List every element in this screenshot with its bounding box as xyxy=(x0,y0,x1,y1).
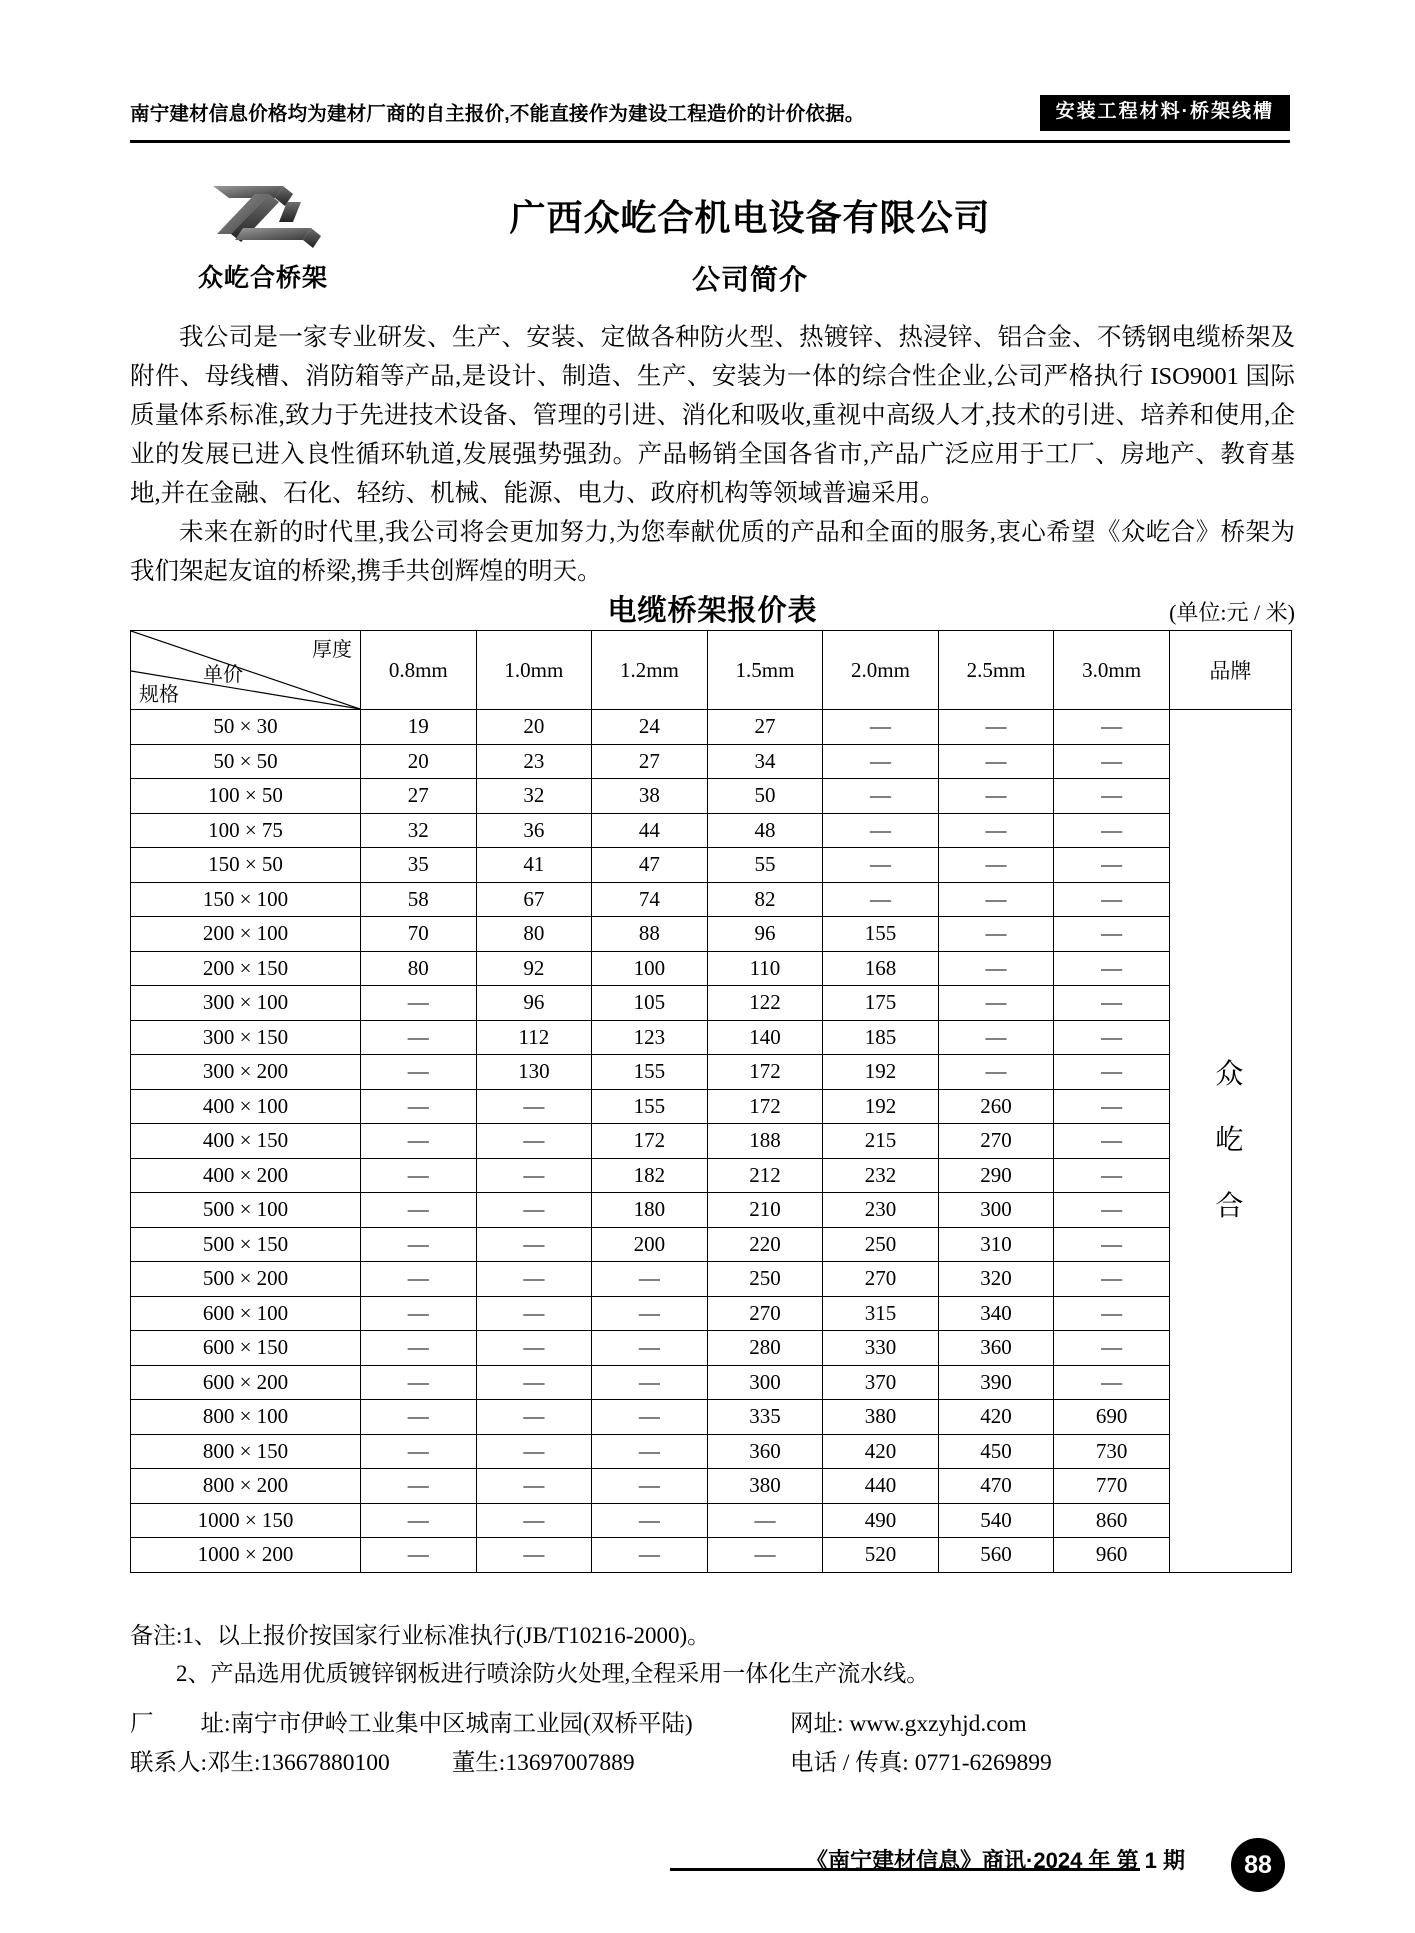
row-price: 32 xyxy=(361,813,477,848)
row-price: 335 xyxy=(707,1400,823,1435)
column-header-brand: 品牌 xyxy=(1169,631,1291,710)
row-spec: 600 × 150 xyxy=(131,1331,361,1366)
row-spec: 600 × 100 xyxy=(131,1296,361,1331)
row-price: 50 xyxy=(707,779,823,814)
row-price: — xyxy=(1054,917,1170,952)
row-price: — xyxy=(1054,848,1170,883)
row-price: 20 xyxy=(476,710,592,745)
row-spec: 500 × 200 xyxy=(131,1262,361,1297)
corner-thickness-label: 厚度 xyxy=(312,639,353,661)
website-line xyxy=(790,1705,1290,1744)
row-price: 230 xyxy=(823,1193,939,1228)
row-price: 270 xyxy=(823,1262,939,1297)
row-spec: 500 × 100 xyxy=(131,1193,361,1228)
row-price: 220 xyxy=(707,1227,823,1262)
row-price: — xyxy=(592,1434,708,1469)
row-spec: 100 × 75 xyxy=(131,813,361,848)
row-price: — xyxy=(1054,951,1170,986)
company-intro xyxy=(130,318,1295,591)
intro-paragraph-2: 未来在新的时代里,我公司将会更加努力,为您奉献优质的产品和全面的服务,衷心希望《众屹合》桥架为我们架起友谊的桥梁,携手共创辉煌的明天。 xyxy=(130,519,1295,585)
row-price: — xyxy=(361,1538,477,1573)
row-price: 155 xyxy=(592,1055,708,1090)
row-price: 168 xyxy=(823,951,939,986)
table-row xyxy=(131,813,1292,848)
table-row xyxy=(131,779,1292,814)
row-price: 290 xyxy=(938,1158,1054,1193)
row-price: 32 xyxy=(476,779,592,814)
table-row xyxy=(131,1434,1292,1469)
logo-text: 众屹合桥架 xyxy=(197,264,328,292)
column-header-5: 2.5mm xyxy=(938,631,1054,710)
row-spec: 800 × 100 xyxy=(131,1400,361,1435)
row-price: — xyxy=(823,813,939,848)
row-spec: 300 × 150 xyxy=(131,1020,361,1055)
row-price: — xyxy=(476,1296,592,1331)
row-price: 560 xyxy=(938,1538,1054,1573)
row-price: — xyxy=(938,1020,1054,1055)
row-price: — xyxy=(938,882,1054,917)
row-price: — xyxy=(361,1124,477,1159)
row-spec: 50 × 50 xyxy=(131,744,361,779)
row-price: — xyxy=(361,1296,477,1331)
row-price: — xyxy=(361,986,477,1021)
row-price: 182 xyxy=(592,1158,708,1193)
row-price: — xyxy=(592,1503,708,1538)
table-row xyxy=(131,1262,1292,1297)
table-header-row xyxy=(131,631,1292,710)
row-price: 390 xyxy=(938,1365,1054,1400)
row-price: — xyxy=(361,1365,477,1400)
row-spec: 150 × 50 xyxy=(131,848,361,883)
row-price: 180 xyxy=(592,1193,708,1228)
row-price: 310 xyxy=(938,1227,1054,1262)
table-row xyxy=(131,1193,1292,1228)
table-row xyxy=(131,1055,1292,1090)
row-price: — xyxy=(938,813,1054,848)
row-price: — xyxy=(823,779,939,814)
row-price: — xyxy=(707,1503,823,1538)
row-price: — xyxy=(823,744,939,779)
row-price: 88 xyxy=(592,917,708,952)
table-row xyxy=(131,710,1292,745)
row-price: — xyxy=(938,986,1054,1021)
row-price: 300 xyxy=(707,1365,823,1400)
page-number-badge: 88 xyxy=(1231,1838,1285,1892)
row-price: 123 xyxy=(592,1020,708,1055)
row-price: 270 xyxy=(938,1124,1054,1159)
row-spec: 50 × 30 xyxy=(131,710,361,745)
row-price: — xyxy=(361,1055,477,1090)
row-price: — xyxy=(476,1193,592,1228)
row-price: 250 xyxy=(707,1262,823,1297)
row-price: — xyxy=(1054,1296,1170,1331)
intro-paragraph-1: 我公司是一家专业研发、生产、安装、定做各种防火型、热镀锌、热浸锌、铝合金、不锈钢电缆桥架及附件、母线槽、消防箱等产品,是设计、制造、生产、安装为一体的综合性企业,公司严格执行 ISO9001 国际质量体系标准,致力于先进技术设备、管理的引进、消化和吸收,重视中高级人才,技术的引进、培养和使用,企业的发展已进入良性循环轨道,发展强势强劲。产品畅销全国各省市,产品广泛应用于工厂、房地产、教育基地,并在金融、石化、轻纺、机械、能源、电力、政府机构等领域普遍采用。 xyxy=(130,324,1295,507)
row-price: 770 xyxy=(1054,1469,1170,1504)
row-price: 58 xyxy=(361,882,477,917)
row-spec: 200 × 100 xyxy=(131,917,361,952)
row-price: 105 xyxy=(592,986,708,1021)
table-row xyxy=(131,882,1292,917)
table-row xyxy=(131,917,1292,952)
row-price: 140 xyxy=(707,1020,823,1055)
price-table-title: 电缆桥架报价表 xyxy=(607,595,818,627)
row-price: — xyxy=(1054,1193,1170,1228)
row-price: 35 xyxy=(361,848,477,883)
tel-label: 电话 / 传真: xyxy=(790,1750,909,1776)
column-header-6: 3.0mm xyxy=(1054,631,1170,710)
tel-value: 0771-6269899 xyxy=(914,1750,1052,1776)
row-price: 360 xyxy=(707,1434,823,1469)
row-price: 260 xyxy=(938,1089,1054,1124)
row-price: 44 xyxy=(592,813,708,848)
row-spec: 1000 × 200 xyxy=(131,1538,361,1573)
row-price: 155 xyxy=(823,917,939,952)
person-1: 邓生:13667880100 xyxy=(207,1750,390,1776)
row-spec: 400 × 100 xyxy=(131,1089,361,1124)
row-price: — xyxy=(476,1089,592,1124)
table-row xyxy=(131,986,1292,1021)
page-footer xyxy=(130,1838,1295,1898)
website-value[interactable]: www.gxzyhjd.com xyxy=(849,1711,1027,1737)
table-row xyxy=(131,1469,1292,1504)
row-price: 300 xyxy=(938,1193,1054,1228)
row-price: 540 xyxy=(938,1503,1054,1538)
row-price: 41 xyxy=(476,848,592,883)
row-price: 330 xyxy=(823,1331,939,1366)
row-price: 70 xyxy=(361,917,477,952)
row-price: — xyxy=(361,1262,477,1297)
row-price: 112 xyxy=(476,1020,592,1055)
row-price: 470 xyxy=(938,1469,1054,1504)
row-price: 47 xyxy=(592,848,708,883)
row-price: — xyxy=(1054,882,1170,917)
row-price: 82 xyxy=(707,882,823,917)
price-table-unit: (单位:元 / 米) xyxy=(1169,600,1295,625)
table-body xyxy=(131,710,1292,1573)
row-price: — xyxy=(361,1434,477,1469)
row-price: 440 xyxy=(823,1469,939,1504)
row-spec: 400 × 200 xyxy=(131,1158,361,1193)
row-price: — xyxy=(1054,710,1170,745)
header-divider xyxy=(130,140,1290,143)
note-2: 2、产品选用优质镀锌钢板进行喷涂防火处理,全程采用一体化生产流水线。 xyxy=(176,1661,930,1686)
row-price: — xyxy=(1054,1020,1170,1055)
row-price: 960 xyxy=(1054,1538,1170,1573)
row-price: 36 xyxy=(476,813,592,848)
row-spec: 300 × 100 xyxy=(131,986,361,1021)
table-row xyxy=(131,1124,1292,1159)
row-price: 200 xyxy=(592,1227,708,1262)
row-price: 175 xyxy=(823,986,939,1021)
row-price: — xyxy=(361,1193,477,1228)
table-notes xyxy=(130,1617,1295,1693)
row-price: 490 xyxy=(823,1503,939,1538)
row-price: — xyxy=(476,1365,592,1400)
row-price: — xyxy=(361,1158,477,1193)
contact-block xyxy=(130,1705,1295,1783)
table-row xyxy=(131,1227,1292,1262)
table-heading xyxy=(130,588,1295,629)
column-header-2: 1.2mm xyxy=(592,631,708,710)
row-price: 27 xyxy=(707,710,823,745)
row-price: 360 xyxy=(938,1331,1054,1366)
row-spec: 1000 × 150 xyxy=(131,1503,361,1538)
row-price: — xyxy=(1054,1158,1170,1193)
corner-spec-label: 规格 xyxy=(139,684,179,706)
row-price: — xyxy=(823,710,939,745)
row-price: 250 xyxy=(823,1227,939,1262)
row-price: 48 xyxy=(707,813,823,848)
table-row xyxy=(131,951,1292,986)
row-price: — xyxy=(476,1227,592,1262)
corner-price-label: 单价 xyxy=(203,664,243,686)
row-price: — xyxy=(938,951,1054,986)
row-spec: 800 × 150 xyxy=(131,1434,361,1469)
row-price: 27 xyxy=(592,744,708,779)
contact-row-address xyxy=(130,1705,1295,1744)
row-price: 690 xyxy=(1054,1400,1170,1435)
section-title: 公司简介 xyxy=(691,264,808,295)
row-spec: 300 × 200 xyxy=(131,1055,361,1090)
table-row xyxy=(131,1400,1292,1435)
row-price: 212 xyxy=(707,1158,823,1193)
row-price: 80 xyxy=(361,951,477,986)
row-price: 24 xyxy=(592,710,708,745)
row-price: 80 xyxy=(476,917,592,952)
row-price: — xyxy=(361,1400,477,1435)
row-price: 730 xyxy=(1054,1434,1170,1469)
row-price: 34 xyxy=(707,744,823,779)
row-price: 520 xyxy=(823,1538,939,1573)
row-price: — xyxy=(361,1020,477,1055)
brand-char: 屹 xyxy=(1215,1124,1246,1156)
column-header-4: 2.0mm xyxy=(823,631,939,710)
row-price: 380 xyxy=(707,1469,823,1504)
column-header-1: 1.0mm xyxy=(476,631,592,710)
table-row xyxy=(131,1296,1292,1331)
row-price: 420 xyxy=(823,1434,939,1469)
row-price: — xyxy=(476,1469,592,1504)
table-row xyxy=(131,1365,1292,1400)
row-price: 92 xyxy=(476,951,592,986)
row-price: — xyxy=(938,744,1054,779)
row-price: 19 xyxy=(361,710,477,745)
row-price: — xyxy=(1054,1365,1170,1400)
row-price: 38 xyxy=(592,779,708,814)
website-label: 网址: xyxy=(790,1711,844,1737)
row-spec: 150 × 100 xyxy=(131,882,361,917)
table-row xyxy=(131,1020,1292,1055)
row-price: — xyxy=(476,1434,592,1469)
row-price: 96 xyxy=(707,917,823,952)
row-price: — xyxy=(1054,1227,1170,1262)
row-price: 232 xyxy=(823,1158,939,1193)
row-spec: 100 × 50 xyxy=(131,779,361,814)
row-price: — xyxy=(1054,1331,1170,1366)
table-row xyxy=(131,744,1292,779)
address-value: 南宁市伊岭工业集中区城南工业园(双桥平陆) xyxy=(230,1711,693,1737)
table-row xyxy=(131,1503,1292,1538)
row-price: 370 xyxy=(823,1365,939,1400)
row-price: — xyxy=(361,1331,477,1366)
row-price: — xyxy=(1054,744,1170,779)
row-price: 100 xyxy=(592,951,708,986)
row-price: 192 xyxy=(823,1089,939,1124)
row-price: — xyxy=(1054,813,1170,848)
row-price: — xyxy=(592,1365,708,1400)
row-price: — xyxy=(823,848,939,883)
table-row xyxy=(131,1158,1292,1193)
row-spec: 800 × 200 xyxy=(131,1469,361,1504)
row-spec: 500 × 150 xyxy=(131,1227,361,1262)
row-price: — xyxy=(361,1227,477,1262)
row-price: — xyxy=(938,710,1054,745)
row-price: 96 xyxy=(476,986,592,1021)
row-price: 172 xyxy=(592,1124,708,1159)
row-price: 860 xyxy=(1054,1503,1170,1538)
row-price: — xyxy=(476,1124,592,1159)
row-price: 67 xyxy=(476,882,592,917)
price-table xyxy=(130,630,1292,1573)
row-price: — xyxy=(592,1262,708,1297)
row-price: — xyxy=(823,882,939,917)
row-price: — xyxy=(476,1503,592,1538)
row-price: — xyxy=(1054,779,1170,814)
row-price: 172 xyxy=(707,1089,823,1124)
row-price: 315 xyxy=(823,1296,939,1331)
note-1: 备注:1、以上报价按国家行业标准执行(JB/T10216-2000)。 xyxy=(130,1623,711,1648)
row-spec: 600 × 200 xyxy=(131,1365,361,1400)
row-price: — xyxy=(1054,1055,1170,1090)
person-line xyxy=(130,1744,790,1783)
row-price: — xyxy=(938,848,1054,883)
row-price: 155 xyxy=(592,1089,708,1124)
table-row xyxy=(131,1089,1292,1124)
table-row xyxy=(131,1331,1292,1366)
row-price: — xyxy=(592,1400,708,1435)
column-header-0: 0.8mm xyxy=(361,631,477,710)
row-price: 20 xyxy=(361,744,477,779)
row-price: — xyxy=(1054,1124,1170,1159)
row-price: — xyxy=(707,1538,823,1573)
zhongyihe-logo-icon xyxy=(183,172,343,252)
row-price: 55 xyxy=(707,848,823,883)
row-price: — xyxy=(1054,1262,1170,1297)
company-title: 广西众屹合机电设备有限公司 xyxy=(509,197,991,238)
header-disclaimer: 南宁建材信息价格均为建材厂商的自主报价,不能直接作为建设工程造价的计价依据。 xyxy=(130,103,865,125)
row-price: 340 xyxy=(938,1296,1054,1331)
row-price: — xyxy=(476,1400,592,1435)
row-price: 110 xyxy=(707,951,823,986)
row-price: 185 xyxy=(823,1020,939,1055)
company-logo xyxy=(168,172,358,294)
row-price: — xyxy=(361,1503,477,1538)
contact-row-person xyxy=(130,1744,1295,1783)
table-row xyxy=(131,848,1292,883)
row-price: 74 xyxy=(592,882,708,917)
row-price: 122 xyxy=(707,986,823,1021)
footer-publication: 《南宁建材信息》商讯·2024 年 第 1 期 xyxy=(806,1848,1185,1873)
row-price: 27 xyxy=(361,779,477,814)
brand-char: 合 xyxy=(1215,1190,1246,1222)
header-category-tag: 安装工程材料·桥架线槽 xyxy=(1040,95,1290,131)
row-spec: 400 × 150 xyxy=(131,1124,361,1159)
brand-cell xyxy=(1169,710,1291,1573)
row-price: 172 xyxy=(707,1055,823,1090)
row-price: — xyxy=(592,1331,708,1366)
row-price: 420 xyxy=(938,1400,1054,1435)
row-spec: 200 × 150 xyxy=(131,951,361,986)
row-price: — xyxy=(938,917,1054,952)
row-price: — xyxy=(476,1262,592,1297)
row-price: 320 xyxy=(938,1262,1054,1297)
row-price: 192 xyxy=(823,1055,939,1090)
row-price: — xyxy=(1054,1089,1170,1124)
table-corner-cell xyxy=(131,631,361,710)
address-label: 厂 址: xyxy=(130,1711,231,1737)
row-price: — xyxy=(592,1538,708,1573)
row-price: 280 xyxy=(707,1331,823,1366)
tel-line xyxy=(790,1744,1290,1783)
row-price: — xyxy=(592,1296,708,1331)
row-price: — xyxy=(592,1469,708,1504)
person-label: 联系人: xyxy=(130,1750,208,1776)
column-header-3: 1.5mm xyxy=(707,631,823,710)
row-price: — xyxy=(361,1469,477,1504)
row-price: 450 xyxy=(938,1434,1054,1469)
row-price: 23 xyxy=(476,744,592,779)
row-price: — xyxy=(938,779,1054,814)
row-price: — xyxy=(476,1158,592,1193)
person-2: 董生:13697007889 xyxy=(451,1750,635,1776)
row-price: — xyxy=(361,1089,477,1124)
address-line xyxy=(130,1705,790,1744)
brand-char: 众 xyxy=(1215,1058,1246,1090)
row-price: 380 xyxy=(823,1400,939,1435)
row-price: 270 xyxy=(707,1296,823,1331)
row-price: — xyxy=(938,1055,1054,1090)
row-price: 210 xyxy=(707,1193,823,1228)
row-price: 130 xyxy=(476,1055,592,1090)
table-row xyxy=(131,1538,1292,1573)
page-header xyxy=(130,95,1290,131)
row-price: 215 xyxy=(823,1124,939,1159)
row-price: — xyxy=(476,1331,592,1366)
row-price: — xyxy=(1054,986,1170,1021)
row-price: — xyxy=(476,1538,592,1573)
row-price: 188 xyxy=(707,1124,823,1159)
